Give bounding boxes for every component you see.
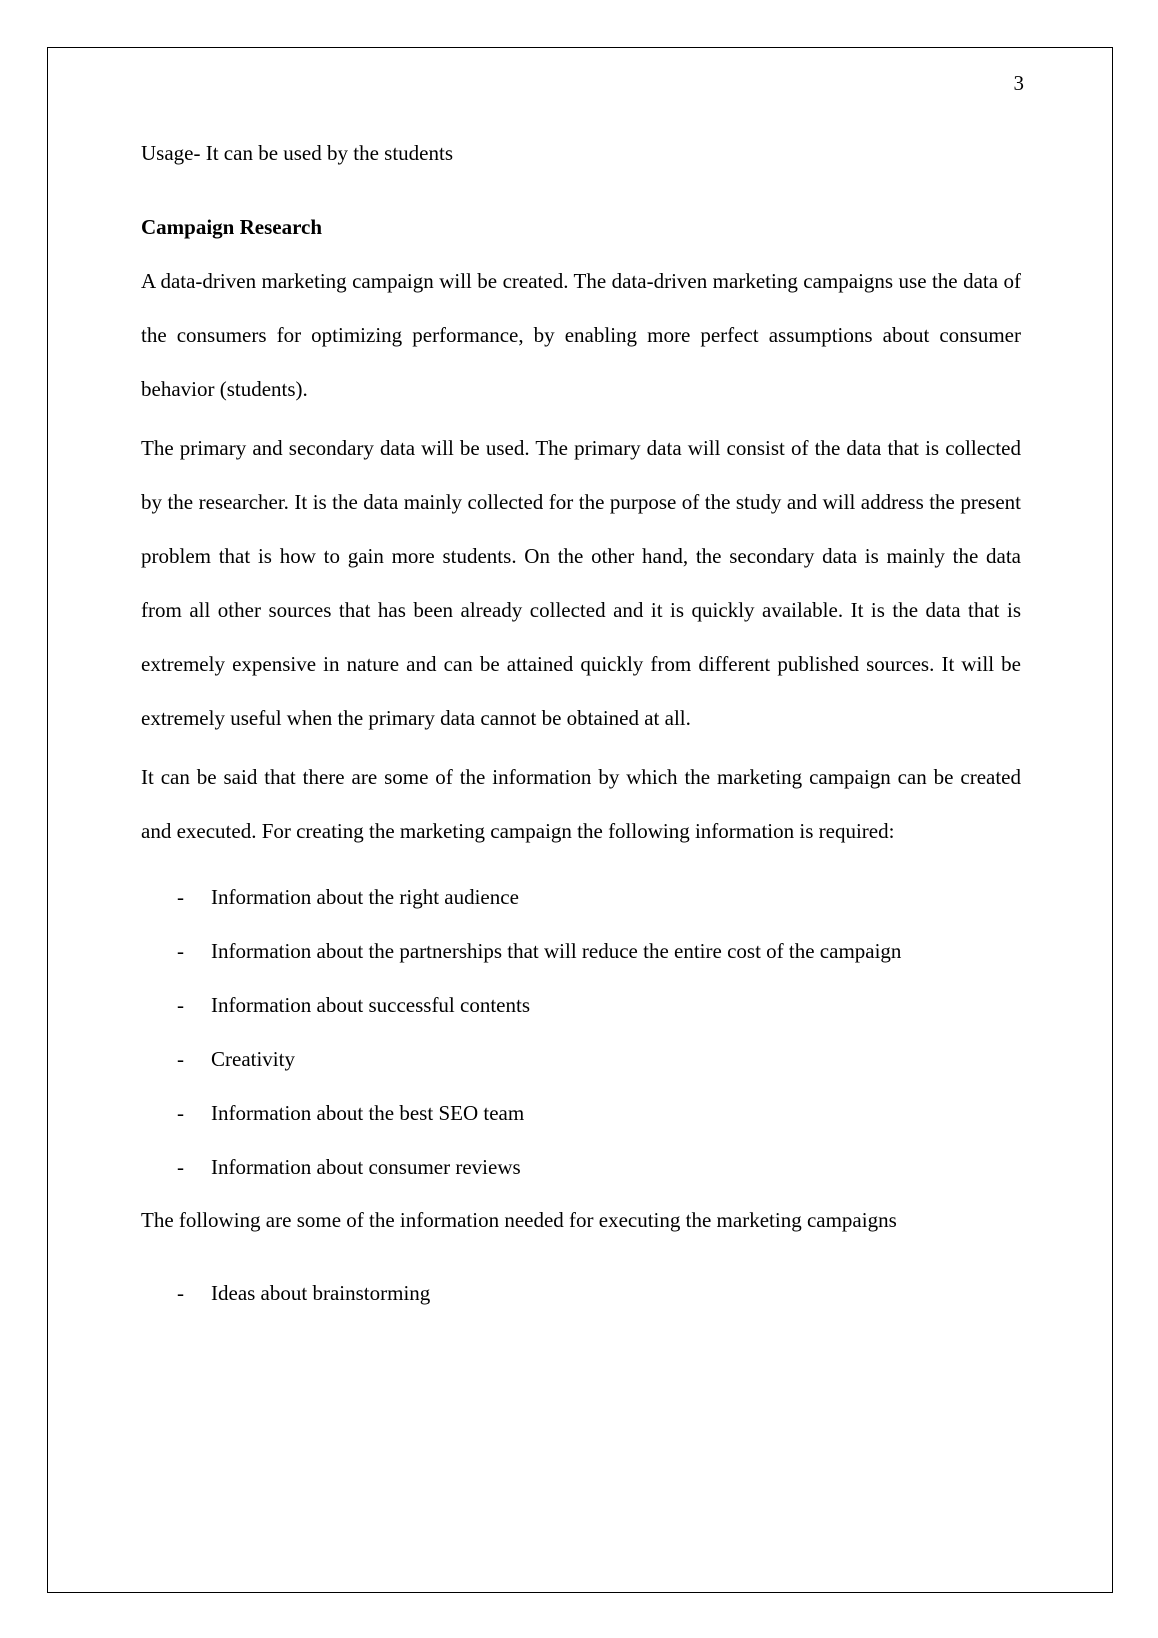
document-body	[141, 140, 1021, 1306]
executing-intro: The following are some of the information needed for executing the marketing campaigns	[141, 1208, 897, 1232]
list-item	[141, 938, 1021, 964]
list-item	[141, 992, 1021, 1018]
list-item-text: Ideas about brainstorming	[211, 1281, 431, 1305]
list-item-text: Information about the partnerships that will reduce the entire cost of the campaign	[211, 939, 902, 963]
usage-line: Usage- It can be used by the students	[141, 141, 453, 165]
list-item-text: Information about the best SEO team	[211, 1101, 525, 1125]
section-heading: Campaign Research	[141, 215, 323, 239]
list-item-text: Creativity	[211, 1047, 295, 1071]
list-item	[141, 1046, 1021, 1072]
list-item	[141, 1154, 1021, 1180]
paragraph-1: A data-driven marketing campaign will be created. The data-driven marketing campaigns use the data of the consumers for optimizing performance, by enabling more perfect assumptions about consumer behavior (students).	[141, 269, 1021, 401]
list-dash: -	[177, 1047, 184, 1071]
list-dash: -	[177, 939, 184, 963]
list-item	[141, 1100, 1021, 1126]
list-dash: -	[177, 1281, 184, 1305]
list-dash: -	[177, 1101, 184, 1125]
list-item-text: Information about the right audience	[211, 885, 519, 909]
list-item	[141, 884, 1021, 910]
list-dash: -	[177, 885, 184, 909]
page-number: 3	[1013, 71, 1024, 95]
executing-info-list	[141, 1280, 1021, 1306]
creating-info-list	[141, 884, 1021, 1180]
list-item	[141, 1280, 1021, 1306]
list-item-text: Information about consumer reviews	[211, 1155, 521, 1179]
paragraph-2: The primary and secondary data will be used. The primary data will consist of the data that is collected by the researcher. It is the data mainly collected for the purpose of the study and will address the present problem that is how to gain more students. On the other hand, the secondary data is mainly the data from all other sources that has been already collected and it is quickly available. It is the data that is extremely expensive in nature and can be attained quickly from different published sources. It will be extremely useful when the primary data cannot be obtained at all.	[141, 436, 1021, 730]
paragraph-3: It can be said that there are some of the information by which the marketing campaign can be created and executed. For creating the marketing campaign the following information is required:	[141, 765, 1021, 843]
list-dash: -	[177, 993, 184, 1017]
list-dash: -	[177, 1155, 184, 1179]
list-item-text: Information about successful contents	[211, 993, 530, 1017]
